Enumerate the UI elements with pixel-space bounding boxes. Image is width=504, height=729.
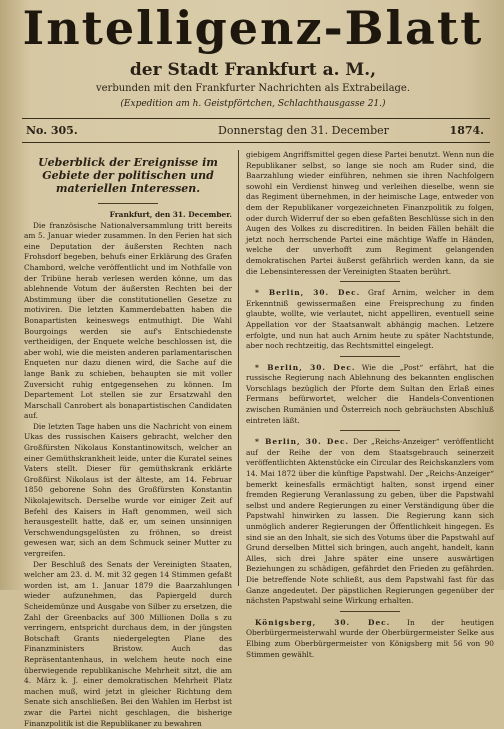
right-column bbox=[246, 150, 495, 659]
issue-date: Donnerstag den 31. December bbox=[218, 124, 389, 137]
paragraph-france: Die französische Nationalversammlung tritt bereits am 5. Januar wieder zusammen. In den Ferien hat sich eine Deputation der äußersten Rechten nach Frohsdorf begeben, behufs einer Erklärung des Grafen Chambord, welche veröffentlicht und im Nothfalle von der Tribüne herab verlesen werden könne, um das ablehnende Votum der äußersten Rechten bei der Abstimmung über die constitutionellen Gesetze zu motiviren. Die letzten Kammerdebatten haben die Bonapartisten keineswegs entmuthigt. Die Wahl Bourgoings werden sie auf's Entschiedenste vertheidigen, der Enquete welche beschlossen ist, die aber wohl, wie die meisten anderen parlamentarischen Enqueten nur dazu dienen wird, die Sache auf die lange Bank zu schieben, behaupten sie mit voller Zuversicht ruhig entgegensehen zu können. Im Departement Lot stellen sie zur Ersatzwahl den Marschall Canrobert als bonapartistischen Candidaten auf. bbox=[24, 220, 232, 421]
issue-dateline bbox=[22, 122, 490, 140]
news-item-berlin-2: * Berlin, 30. Dec. Wie die „Post“ erfährt, hat die russische Regierung nach Ablehnung des bekannten englischen Vorschlags bezüglich der Pforte dem Sultan den Erlaß eines Fermans befürwortet, welcher die Handels-Conventionen zwischen Rumänien und Österreich noch gebräuchsten Abschluß eintreten läßt. bbox=[246, 362, 495, 425]
top-rule bbox=[22, 118, 490, 119]
issue-number: No. 305. bbox=[26, 124, 78, 137]
masthead-subtitle: der Stadt Frankfurt a. M., bbox=[129, 60, 377, 80]
item-separator bbox=[340, 430, 400, 431]
item-separator bbox=[340, 356, 400, 357]
news-item-berlin-1: * Berlin, 30. Dec. Graf Arnim, welcher in dem Erkenntniß gewissermaßen eine Freisprechung zu finden glaubte, wollte, wie verlautet, nicht appelliren, eventuell seine Appellation vor der Staatsanwalt abhängig machen. Letzere erfolgte, und nun hat auch Arnim heute zu später Nachtstunde, aber noch rechtzeitig, das Rechtsmittel eingelegt. bbox=[246, 288, 495, 351]
paragraph-russia: Die letzten Tage haben uns die Nachricht von einem Ukas des russischen Kaisers gebracht, welcher den Großfürsten Nikolaus Konstantinowitsch, welcher an einer Gemüthskrankheit leide, unter die Kuratel seines Vaters stellt. Dieser für gemüthskrank erklärte Großfürst Nikolaus ist der älteste, am 14. Februar 1850 geborene Sohn des Großfürsten Konstantin Nikolajewitsch. Derselbe wurde vor einiger Zeit auf Befehl des Kaisers in Haft genommen, weil sich herausgestellt hatte, daß er, um seinen unsinnigen Verschwendungsgelüsten zu fröhnen, so dreist gewesen war, sich an dem Schmuck seiner Mutter zu vergreifen. bbox=[24, 421, 232, 558]
masthead-title: Intelligenz-Blatt bbox=[22, 1, 484, 55]
paragraph-usa: Der Beschluß des Senats der Vereinigten Staaten, welcher am 23. d. M. mit 32 gegen 14 Stimmen gefaßt worden ist, am 1. Januar 1879 die Baarzahlungen wieder aufzunehmen, das Papiergeld durch Scheidemünze und Ausgabe von Silber zu ersetzen, die Zahl der Greenbacks auf 300 Millionen Dolla s zu verringern, entspricht durchaus dem, in der jüngsten Botschaft Grants niedergelegten Plane des Finanzministers Bristow. Auch das Repräsentantenhaus, in welchem heute noch eine überwiegende republikanische Mehrheit sitzt, die am 4. März k. J. einer demokratischen Mehrheit Platz machen muß, wird jetzt in gleicher Richtung dem Senate sich anschließen. Bei den Wahlen im Herbst ist zwar die Partei nicht geschlagen, die bisherige Finanzpolitik ist die Republikaner zu bewahren bbox=[24, 559, 232, 728]
item-separator bbox=[340, 611, 400, 612]
column-divider bbox=[238, 150, 239, 586]
masthead-line-expedition: (Expedition am h. Geistpförtchen, Schlachthausgasse 21.) bbox=[120, 99, 386, 109]
article-dateline: Frankfurt, den 31. December. bbox=[109, 210, 232, 219]
headline-separator bbox=[98, 203, 158, 204]
news-item-koenigsberg: Königsberg, 30. Dec. In der heutigen Oberbürgermeisterwahl wurde der Oberbürgermeister Selke aus Elbing zum Oberbürgermeister von Königsberg mit 56 von 90 Stimmen gewählt. bbox=[246, 617, 494, 659]
paragraph-continuation: giebigem Angriffsmittel gegen diese Partei benutzt. Wenn nun die Republikaner selbst, so lange sie noch am Ruder sind, die Baarzahlung wieder einführen, nehmen sie ihren Nachfolgern sowohl ein Verdienst hinweg und verleihen dieselbe, wenn sie das Regiment übernehmen, in der heimische Lage, entweder von dem der Republikaner vorgezeichneten Finanzpolitik zu folgen, oder durch Widerruf der so eben gefaßten Beschlüsse sich in den Augen des Volkes zu discreditiren. In beiden Fällen behält die jetzt noch herrschende Partei eine mächtige Waffe in Händen, welche der unverhofft zum Regiment gelangenden demokratischen Partei äußerst gefährlich werden kann, da sie die Lebensinteressen der Vereinigten Staaten berührt. bbox=[246, 150, 494, 276]
item-separator bbox=[340, 281, 400, 282]
bottom-rule bbox=[22, 142, 490, 143]
issue-year: 1874. bbox=[449, 124, 484, 137]
masthead-line-supplement: verbunden mit den Frankfurter Nachrichten als Extrabeilage. bbox=[95, 83, 411, 94]
news-item-berlin-3: * Berlin, 30. Dec. Der „Reichs-Anzeiger“ veröffentlicht auf der Reihe der von dem Staatsgebrauch seinerzeit veröffentlichten Aktenstücke ein Circular des Reichskanzlers vom 14. Mai 1872 über die künftige Papstwahl. Der „Reichs-Anzeiger“ bemerkt keinesfalls ermächtigt halten, sonst irgend einer fremden Regierung Veranlassung zu geben, über die Papstwahl selbst und andere Regierungen zu einer Verständigung über die Papstwahl hinwirken zu lassen. Die Regierung kann sich unmöglich anderer Regierungen der Öffentlichkeit hingegen. Es sind sie an den Inhalt, sie sich des Votums über die Papstwahl auf Grund derselben Mittel sich bringen, auch angeht, handelt, kann Alles, sich drei Jahre später eine unsere auswärtigen Beziehungen zu schädigen, gefährdet den Frieden zu gefährden. Die betreffende Note schließt, aus dem Papstwahl fast für das Ganze angedeutet. Der päpstlichen Regierungen gegenüber der nächsten Papstwahl seine Wirkung erhalten. bbox=[246, 437, 494, 606]
left-column bbox=[24, 150, 232, 728]
article-headline: Ueberblick der Ereignisse im Gebiete der politischen und materiellen Interessen. bbox=[38, 156, 218, 195]
